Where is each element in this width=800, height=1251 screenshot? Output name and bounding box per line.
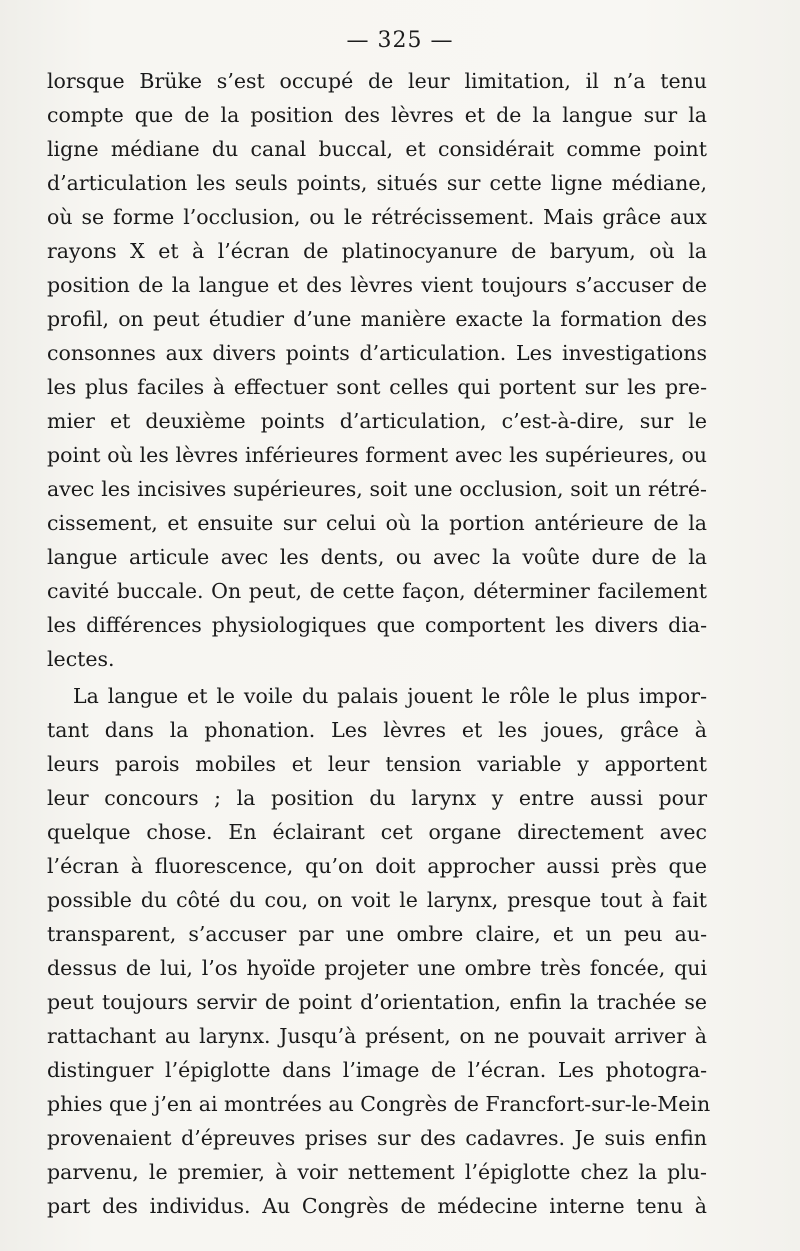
text-line: leurs parois mobiles et leur tension variable y apportent — [47, 752, 707, 776]
text-line: possible du côté du cou, on voit le larynx, presque tout à fait — [47, 888, 707, 912]
text-line: profil, on peut étudier d’une manière exacte la formation des — [47, 307, 707, 331]
text-line: phies que j’en ai montrées au Congrès de Francfort-sur-le-Mein — [47, 1092, 711, 1116]
paragraph-2 — [47, 679, 711, 1223]
text-line: transparent, s’accuser par une ombre claire, et un peu au- — [47, 922, 707, 946]
text-line: lorsque Brüke s’est occupé de leur limitation, il n’a tenu — [47, 69, 707, 93]
text-line: d’articulation les seuls points, situés sur cette ligne médiane, — [47, 171, 707, 195]
text-line: La langue et le voile du palais jouent le rôle le plus impor- — [73, 684, 707, 708]
text-line: dessus de lui, l’os hyoïde projeter une ombre très foncée, qui — [47, 956, 707, 980]
text-line: peut toujours servir de point d’orientation, enfin la trachée se — [47, 990, 707, 1014]
text-line: rattachant au larynx. Jusqu’à présent, on ne pouvait arriver à — [47, 1024, 707, 1048]
text-line: distinguer l’épiglotte dans l’image de l’écran. Les photogra- — [47, 1058, 707, 1082]
text-line: compte que de la position des lèvres et de la langue sur la — [47, 103, 707, 127]
text-line: position de la langue et des lèvres vient toujours s’accuser de — [47, 273, 707, 297]
text-line: les différences physiologiques que comportent les divers dia- — [47, 613, 707, 637]
text-line: leur concours ; la position du larynx y entre aussi pour — [47, 786, 707, 810]
text-line: tant dans la phonation. Les lèvres et les joues, grâce à — [47, 718, 707, 742]
text-line: part des individus. Au Congrès de médecine interne tenu à — [47, 1194, 707, 1218]
text-line: l’écran à fluorescence, qu’on doit approcher aussi près que — [47, 854, 707, 878]
text-line: langue articule avec les dents, ou avec la voûte dure de la — [47, 545, 707, 569]
text-line: consonnes aux divers points d’articulation. Les investigations — [47, 341, 707, 365]
text-line: avec les incisives supérieures, soit une occlusion, soit un rétré- — [47, 477, 707, 501]
text-line: ligne médiane du canal buccal, et considérait comme point — [47, 137, 707, 161]
text-line: les plus faciles à effectuer sont celles qui portent sur les pre- — [47, 375, 707, 399]
text-line: cavité buccale. On peut, de cette façon, déterminer facilement — [47, 579, 707, 603]
text-line: parvenu, le premier, à voir nettement l’épiglotte chez la plu- — [47, 1160, 707, 1184]
body-text — [47, 64, 711, 1223]
paragraph-1 — [47, 64, 707, 676]
text-line: où se forme l’occlusion, ou le rétrécissement. Mais grâce aux — [47, 205, 707, 229]
text-line: rayons X et à l’écran de platinocyanure de baryum, où la — [47, 239, 707, 263]
text-line: cissement, et ensuite sur celui où la portion antérieure de la — [47, 511, 707, 535]
text-line: provenaient d’épreuves prises sur des cadavres. Je suis enfin — [47, 1126, 707, 1150]
page-number: — 325 — — [346, 28, 454, 53]
text-line: point où les lèvres inférieures forment avec les supérieures, ou — [47, 443, 707, 467]
text-line: lectes. — [47, 647, 115, 671]
text-line: mier et deuxième points d’articulation, c’est-à-dire, sur le — [47, 409, 707, 433]
text-line: quelque chose. En éclairant cet organe directement avec — [47, 820, 707, 844]
